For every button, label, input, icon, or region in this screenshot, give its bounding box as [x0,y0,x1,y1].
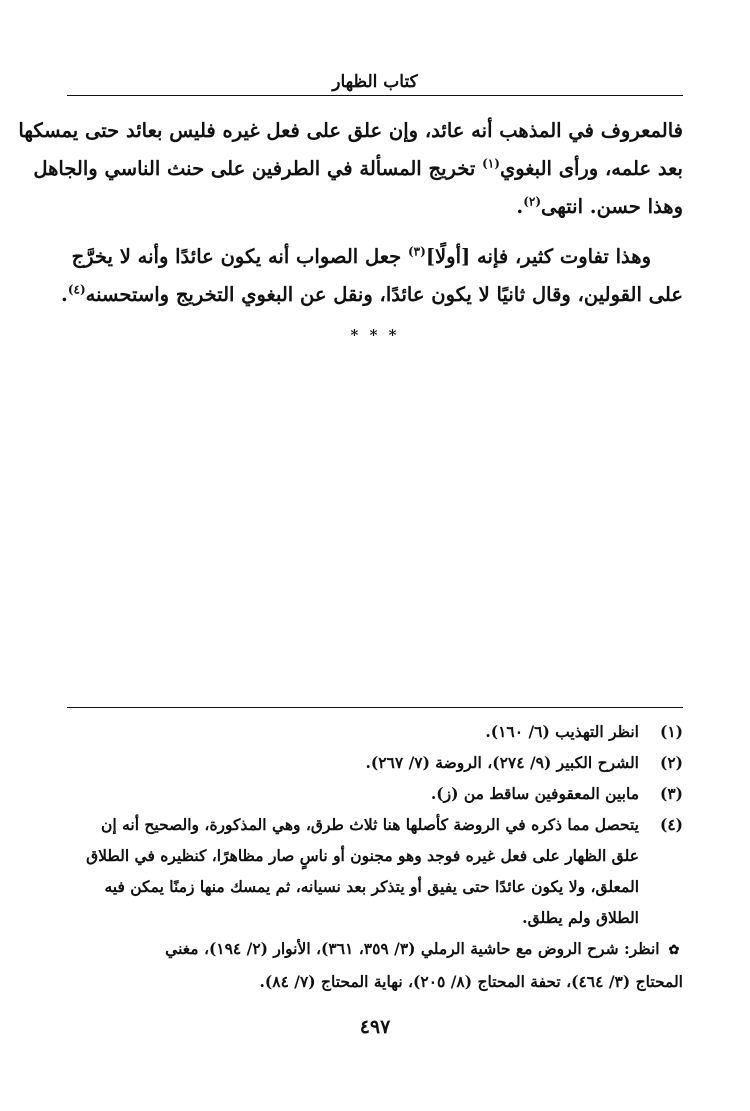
footnote-rule [67,707,683,708]
footnote-1 [67,716,683,747]
text-segment: . [516,195,524,218]
text-line [61,276,683,314]
header-rule [67,95,683,96]
paragraph-1 [18,112,683,226]
footnote-line: الطلاق ولم يطلق. [522,908,639,927]
footnote-line: انظر التهذيب (٦/ ١٦٠). [485,722,639,741]
running-header-title: كتاب الظهار [332,72,418,92]
footnote-number: (٣) [659,784,683,803]
footnote-ref-2[interactable]: (٢) [523,194,542,209]
text-line [67,238,683,276]
flower-icon: ✿ [668,943,680,958]
footnote-3 [67,778,683,809]
footnote-2 [67,747,683,778]
note-text: انظر: شرح الروض مع حاشية الرملي (٣/ ٣٥٩، ٣٦١)، الأنوار (٢/ ١٩٤)، مغني [165,939,660,958]
page-number: ٤٩٧ [359,1016,391,1038]
text-segment: وهذا تفاوت كثير، فإنه [أولًا] [425,245,651,268]
note-line: المحتاج (٣/ ٤٦٤)، تحفة المحتاج (٨/ ٢٠٥)، نهاية المحتاج (٧/ ٨٤). [259,972,683,991]
footnote-number: (٤) [659,815,683,834]
section-separator: * * * [350,326,400,344]
text-line [33,150,683,188]
footnote-number: (١) [659,722,683,741]
note-line [67,933,683,966]
main-text [18,112,683,314]
footnote-line: يتحصل مما ذكره في الروضة كأصلها هنا ثلاث طرق، وهي المذكورة، والصحيح أنه إن [100,815,639,834]
text-line: فالمعروف في المذهب أنه عائد، وإن علق على فعل غيره فليس بعائد حتى يمسكها [18,119,683,142]
text-line [67,188,683,226]
text-segment: . [61,283,68,306]
footnote-line: الشرح الكبير (٩/ ٢٧٤)، الروضة (٧/ ٢٦٧). [365,753,639,772]
footnote-4 [67,809,683,933]
footnote-ref-1[interactable]: (١) [482,156,500,171]
footnote-text [67,809,639,933]
footnote-text [67,778,639,809]
footnote-line: علق الظهار على فعل غيره فوجد وهو مجنون أو ناسٍ صار مظاهرًا، كنظيره في الطلاق [86,846,639,865]
text-segment: جعل الصواب أنه يكون عائدًا وأنه لا يخرَّج [71,245,408,268]
text-segment: وهذا حسن. انتهى [541,195,683,218]
text-segment: على القولين، وقال ثانيًا لا يكون عائدًا، ونقل عن البغوي التخريج واستحسنه [85,283,683,306]
paragraph-2 [61,238,683,314]
editor-note [67,933,683,997]
text-segment: بعد علمه، ورأى البغوي [499,157,683,180]
footnote-text [67,747,639,778]
text-segment: تخريج المسألة في الطرفين على حنث الناسي والجاهل [33,157,483,180]
footnote-ref-3[interactable]: (٣) [407,244,426,259]
footnote-line: مابين المعقوفين ساقط من (ز). [430,784,639,803]
footnote-number: (٢) [659,753,683,772]
footnote-ref-4[interactable]: (٤) [67,282,86,297]
footnote-text [67,716,639,747]
footnote-line: المعلق، ولا يكون عائدًا حتى يفيق أو يتذكر بعد نسيانه، ثم يمسك منها زمنًا يمكن فيه [104,877,639,896]
footnotes [67,716,683,997]
